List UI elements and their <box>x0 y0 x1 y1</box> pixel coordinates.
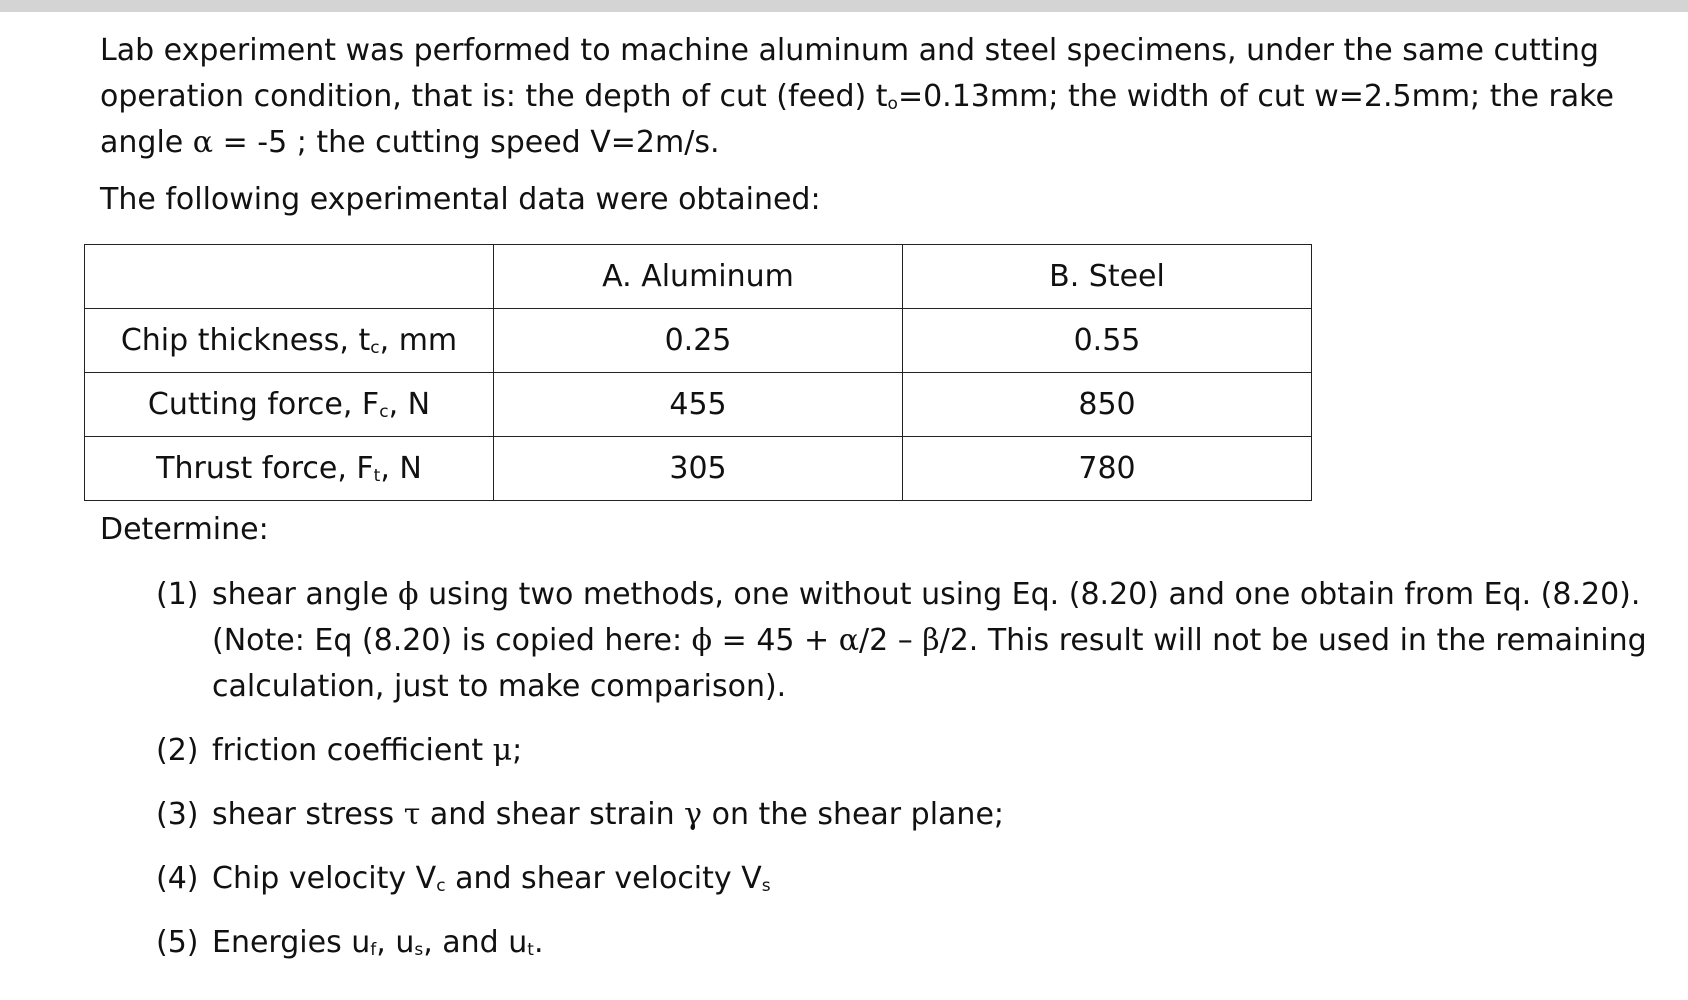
question-1-line-2 <box>212 618 1656 664</box>
subscript-f: f <box>370 940 377 960</box>
question-item-3 <box>156 792 1656 838</box>
cell-aluminum: 455 <box>494 373 903 437</box>
tau-symbol: τ <box>403 797 421 832</box>
cell-steel: 850 <box>903 373 1312 437</box>
question-text: Chip velocity V <box>212 861 437 896</box>
intro-line-3 <box>100 120 1660 166</box>
label-text: Cutting force, F <box>147 387 380 422</box>
table-row <box>85 373 1312 437</box>
question-text: /2. This result will not be used in the remaining <box>939 623 1647 658</box>
question-1-line-3: calculation, just to make comparison). <box>212 669 787 704</box>
question-text: using two methods, one without using Eq. (8.20) and one obtain from Eq. (8.20). <box>418 577 1641 612</box>
question-text: and shear velocity V <box>445 861 762 896</box>
question-text: Energies u <box>212 925 371 960</box>
intro-line-1: Lab experiment was performed to machine aluminum and steel specimens, under the same cutting <box>100 33 1599 68</box>
question-number: (5) <box>156 925 199 960</box>
question-3-text <box>212 792 1656 838</box>
question-text: and shear strain <box>420 797 685 832</box>
row-label-thrust-force <box>85 437 494 501</box>
table-row <box>85 309 1312 373</box>
question-4-text <box>212 856 1656 902</box>
question-text: /2 – <box>858 623 923 658</box>
label-unit: , N <box>380 451 422 486</box>
label-unit: , mm <box>379 323 458 358</box>
question-item-5 <box>156 920 1656 966</box>
row-label-cutting-force <box>85 373 494 437</box>
cell-steel: 0.55 <box>903 309 1312 373</box>
intro-paragraph <box>100 28 1660 166</box>
question-number: (4) <box>156 861 199 896</box>
label-unit: , N <box>388 387 431 422</box>
cell-aluminum: 0.25 <box>494 309 903 373</box>
alpha-symbol: α <box>192 125 214 160</box>
table-header-row <box>85 245 1312 309</box>
row-label-chip-thickness <box>85 309 494 373</box>
question-item-4 <box>156 856 1656 902</box>
question-text: , u <box>376 925 415 960</box>
question-2-text <box>212 728 1656 774</box>
phi-symbol: ϕ <box>398 577 419 612</box>
subscript-s: s <box>414 940 424 960</box>
label-subscript: t <box>373 466 381 486</box>
question-text: . <box>533 925 544 960</box>
question-5-text <box>212 920 1656 966</box>
question-text: , and u <box>423 925 528 960</box>
question-1-line-1 <box>212 572 1656 618</box>
determine-heading: Determine: <box>100 512 269 547</box>
question-text: on the shear plane; <box>702 797 1005 832</box>
question-list <box>156 572 1656 984</box>
question-number: (1) <box>156 577 199 612</box>
question-number: (2) <box>156 733 199 768</box>
lead-sentence: The following experimental data were obtained: <box>100 182 821 217</box>
beta-symbol: β <box>922 623 940 658</box>
cell-aluminum: 305 <box>494 437 903 501</box>
subscript-c: c <box>436 876 446 896</box>
label-subscript: c <box>370 338 380 358</box>
table-row <box>85 437 1312 501</box>
question-text: shear angle <box>212 577 399 612</box>
table-header-cell <box>85 245 494 309</box>
intro-text: angle <box>100 125 193 160</box>
alpha-symbol: α <box>838 623 859 658</box>
subscript-s: s <box>761 876 771 896</box>
question-text: friction coefficient <box>212 733 493 768</box>
table-header-steel: B. Steel <box>903 245 1312 309</box>
intro-text: = -5 ; the cutting speed V=2m/s. <box>213 125 720 160</box>
label-text: Thrust force, F <box>156 451 374 486</box>
mu-symbol: μ <box>492 733 513 768</box>
experimental-data-table <box>84 244 1312 501</box>
question-text: = 45 + <box>712 623 839 658</box>
question-item-2 <box>156 728 1656 774</box>
question-number: (3) <box>156 797 199 832</box>
label-subscript: c <box>379 402 389 422</box>
label-text: Chip thickness, t <box>120 323 371 358</box>
gamma-symbol: γ <box>684 797 703 832</box>
phi-symbol: ϕ <box>691 623 713 658</box>
question-text: ; <box>512 733 523 768</box>
subscript-t: t <box>527 940 534 960</box>
question-item-1 <box>156 572 1656 710</box>
intro-text: operation condition, that is: the depth of cut (feed) t <box>100 79 888 114</box>
cell-steel: 780 <box>903 437 1312 501</box>
question-text: (Note: Eq (8.20) is copied here: <box>212 623 692 658</box>
table-header-aluminum: A. Aluminum <box>494 245 903 309</box>
question-text: shear stress <box>212 797 404 832</box>
subscript-o: o <box>887 94 898 114</box>
intro-text: =0.13mm; the width of cut w=2.5mm; the rake <box>897 79 1614 114</box>
intro-line-2 <box>100 74 1660 120</box>
